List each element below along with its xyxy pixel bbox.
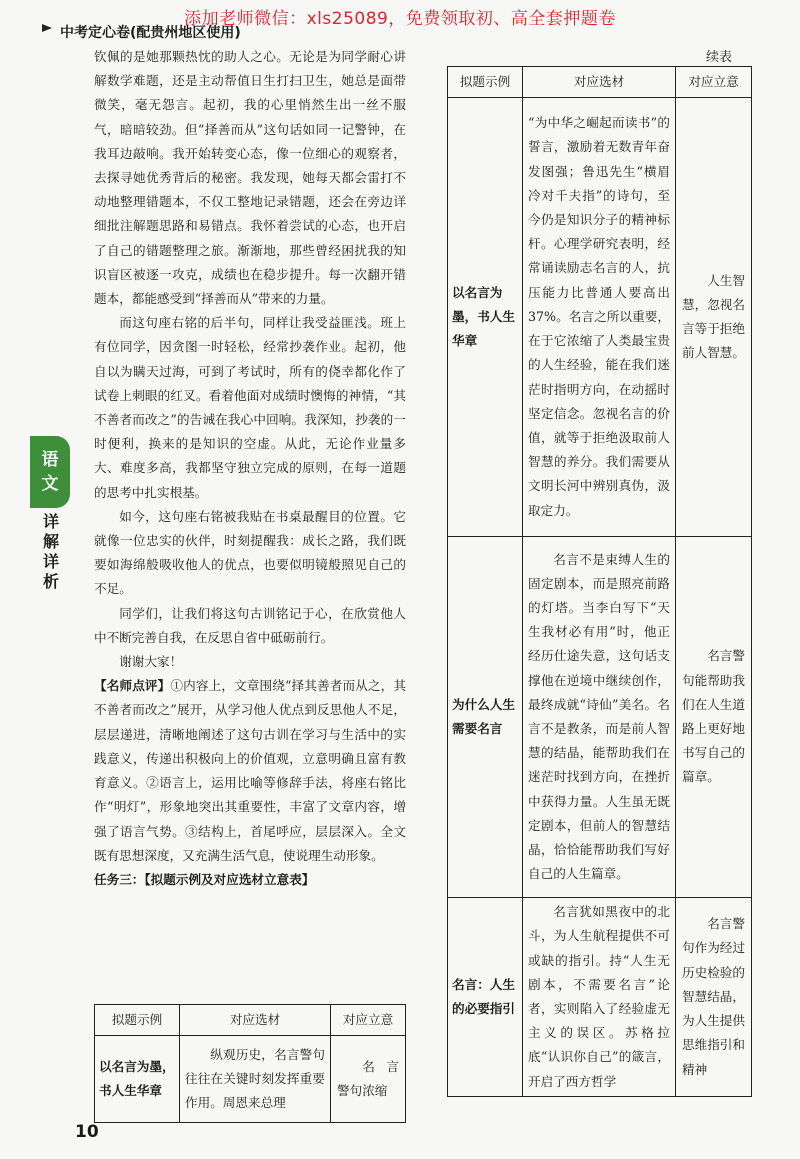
- table-row: [448, 537, 752, 898]
- point-cell: 人生智慧，忽视名言等于拒绝前人智慧。: [676, 98, 752, 537]
- header-bullet-icon: [40, 22, 54, 34]
- topic-table-start: [94, 1004, 406, 1123]
- topic-cell: 为什么人生需要名言: [448, 537, 523, 898]
- header-topic: 拟题示例: [448, 67, 523, 98]
- section-label-char: 析: [42, 572, 59, 591]
- topic-cell: 以名言为墨，书人生华章: [95, 1036, 180, 1123]
- essay-paragraph: 而这句座右铭的后半句，同样让我受益匪浅。班上有位同学，因贪图一时轻松，经常抄袭作业。起初，他自以为瞒天过海，可到了考试时，所有的侥幸都化作了试卷上刺眼的红叉。看着他面对成绩时懊悔的神情，“其不善者而改之”的告诫在我心中回响。我深知，抄袭的一时便利，换来的是知识的空虚。从此，无论作业量多大、难度多高，我都坚守独立完成的原则，在每一道题的思考中扎实根基。: [94, 315, 406, 500]
- material-cell: 名言犹如黑夜中的北斗，为人生航程提供不可或缺的指引。持“人生无剧本，不需要名言”论者，实则陷入了经验虚无主义的误区。苏格拉底“认识你自己”的箴言，开启了西方哲学: [523, 898, 676, 1097]
- section-label-char: 解: [42, 532, 59, 551]
- header-material: 对应选材: [523, 67, 676, 98]
- left-column: [94, 45, 406, 892]
- header-point: 对应立意: [331, 1005, 406, 1036]
- topic-cell: 名言：人生的必要指引: [448, 898, 523, 1097]
- topic-cell: 以名言为墨，书人生华章: [448, 98, 523, 537]
- subject-tab-char: 语: [41, 450, 59, 470]
- essay-paragraph: 如今，这句座右铭被我贴在书桌最醒目的位置。它就像一位忠实的伙伴，时刻提醒我：成长之路，我们既要如海绵般吸收他人的优点，也要似明镜般照见自己的不足。: [94, 508, 406, 597]
- page-number: 10: [75, 1122, 99, 1142]
- topic-table-continued: [447, 66, 752, 1097]
- section-label-char: 详: [42, 552, 59, 571]
- point-cell: 名言警句浓缩: [331, 1036, 406, 1123]
- task-title: 任务三：【拟题示例及对应选材立意表】: [94, 871, 315, 887]
- header-point: 对应立意: [676, 67, 752, 98]
- essay-paragraph: 谢谢大家！: [119, 654, 183, 670]
- watermark-text: 添加老师微信：xls25089，免费领取初、高全套押题卷: [184, 9, 616, 29]
- material-cell: 纵观历史，名言警句往往在关键时刻发挥重要作用。周恩来总理: [180, 1036, 331, 1123]
- point-cell: 名言警句能帮助我们在人生道路上更好地书写自己的篇章。: [676, 537, 752, 898]
- table-row: [95, 1036, 406, 1123]
- essay-paragraph: 同学们，让我们将这句古训铭记于心，在欣赏他人中不断完善自我，在反思自省中砥砺前行。: [94, 605, 406, 645]
- subject-tab: [30, 436, 70, 508]
- material-cell: 名言不是束缚人生的固定剧本，而是照亮前路的灯塔。当李白写下“天生我材必有用”时，他正经历仕途失意，这句话支撑他在逆境中继续创作，最终成就“诗仙”美名。名言不是教条，而是前人智慧的结晶，能帮助我们在迷茫时找到方向，在挫折中获得力量。人生虽无既定剧本，但前人的智慧结晶，恰恰能帮助我们写好自己的人生篇章。: [523, 537, 676, 898]
- continued-label: 续表: [706, 50, 733, 65]
- header-topic: 拟题示例: [95, 1005, 180, 1036]
- table-row: [448, 98, 752, 537]
- section-label: [40, 512, 62, 592]
- table-row: [448, 898, 752, 1097]
- comment-tag: 【名师点评】: [94, 678, 171, 694]
- essay-paragraph: 钦佩的是她那颗热忱的助人之心。无论是为同学耐心讲解数学难题，还是主动帮值日生打扫卫生，她总是面带微笑，毫无怨言。起初，我的心里悄然生出一丝不服气，暗暗较劲。但“择善而从”这句话如同一记警钟，在我耳边敲响。我开始转变心态，像一位细心的观察者，去探寻她优秀背后的秘密。我发现，她每天都会雷打不动地整理错题本，不仅工整地记录错题，还会在旁边详细批注解题思路和易错点。我怀着尝试的心态，也开启了自己的错题整理之旅。渐渐地，那些曾经困扰我的知识盲区被逐一攻克，成绩也在稳步提升。每一次翻开错题本，都能感受到“择善而从”带来的力量。: [94, 49, 406, 307]
- comment-text: ①内容上，文章围绕“择其善者而从之，其不善者而改之”展开，从学习他人优点到反思他人不足，层层递进，清晰地阐述了这句古训在学习与生活中的实践意义，传递出积极向上的价值观，立意明确且富有教育意义。②语言上，运用比喻等修辞手法，将座右铭比作“明灯”，形象地突出其重要性，丰富了文章内容，增强了语言气势。③结构上，首尾呼应，层层深入。全文既有思想深度，又充满生活气息，使说理生动形象。: [94, 678, 406, 863]
- header-material: 对应选材: [180, 1005, 331, 1036]
- teacher-comment: [94, 674, 406, 868]
- subject-tab-char: 文: [41, 474, 59, 494]
- material-cell: “为中华之崛起而读书”的誓言，激励着无数青年奋发图强；鲁迅先生“横眉冷对千夫指”的诗句，至今仍是知识分子的精神标杆。心理学研究表明，经常诵读励志名言的人，抗压能力比普通人要高出37%。名言之所以重要，在于它浓缩了人类最宝贵的人生经验，能在我们迷茫时指明方向，在动摇时坚定信念。忽视名言的价值，就等于拒绝汲取前人智慧的养分。我们需要从文明长河中辨别真伪，汲取定力。: [523, 98, 676, 537]
- point-cell: 名言警句作为经过历史检验的智慧结晶，为人生提供思维指引和精神: [676, 898, 752, 1097]
- running-head: 中考定心卷(配贵州地区使用): [60, 25, 241, 41]
- section-label-char: 详: [42, 512, 59, 531]
